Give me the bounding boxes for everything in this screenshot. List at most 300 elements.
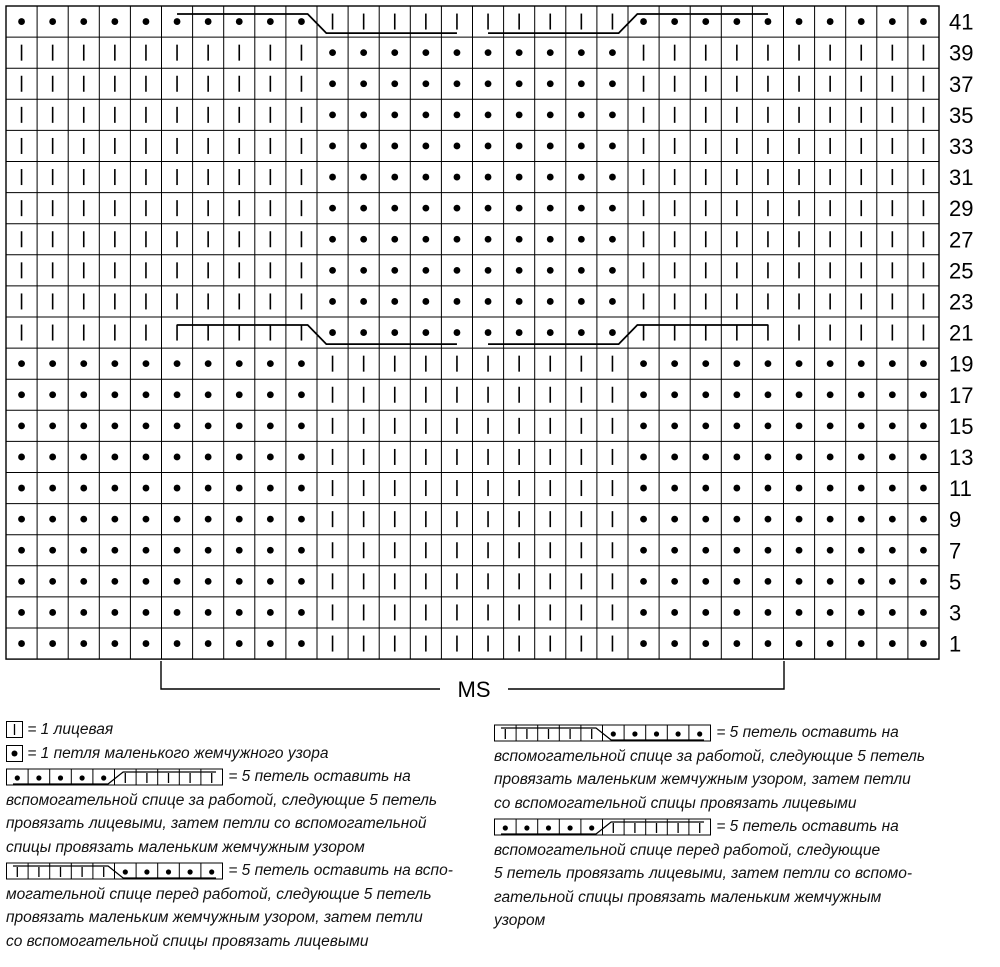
pearl-stitch [640,391,647,398]
pearl-stitch [422,236,429,243]
pearl-stitch [733,391,740,398]
pearl-stitch [267,422,274,429]
pearl-stitch [360,205,367,212]
pearl-stitch [18,391,25,398]
pearl-stitch [111,422,118,429]
row-label: 35 [949,102,974,128]
cable-knit-pearl-icon [494,724,712,742]
pearl-stitch [18,18,25,25]
pearl-stitch [640,422,647,429]
pearl-stitch [733,578,740,585]
pearl-stitch [516,267,523,274]
row-label: 9 [949,507,962,533]
pearl-stitch [609,49,616,56]
cable-pearl-knit-icon [6,768,224,786]
pearl-stitch [920,391,927,398]
pearl-stitch [80,547,87,554]
pearl-stitch [174,516,181,523]
pearl-stitch [49,360,56,367]
pearl-stitch [858,18,865,25]
pearl-stitch [391,236,398,243]
pearl-stitch [547,49,554,56]
pearl-stitch [827,609,834,616]
pearl-stitch [391,111,398,118]
pearl-stitch [18,609,25,616]
pearl-stitch [640,454,647,461]
pearl-stitch [49,640,56,647]
pearl-stitch [298,609,305,616]
pearl-stitch [360,49,367,56]
pearl-stitch [80,578,87,585]
pearl-stitch [796,360,803,367]
pearl-stitch [49,422,56,429]
pearl-stitch [143,454,150,461]
row-label: 39 [949,40,974,66]
pearl-stitch [578,236,585,243]
pearl-stitch [485,49,492,56]
pearl-stitch [485,143,492,150]
pearl-stitch [391,267,398,274]
pearl-stitch [547,80,554,87]
pearl-stitch [578,143,585,150]
pearl-stitch [796,609,803,616]
pearl-stitch [609,205,616,212]
pearl-stitch [143,640,150,647]
pearl-stitch [454,49,461,56]
pearl-stitch [889,516,896,523]
pearl-stitch [236,360,243,367]
pearl-stitch [267,640,274,647]
pearl-stitch [360,80,367,87]
pearl-stitch [454,267,461,274]
pearl-stitch [640,609,647,616]
chart-cells [6,6,939,659]
pearl-stitch [80,609,87,616]
pearl-stitch [205,516,212,523]
pearl-stitch [516,80,523,87]
pearl-stitch [18,578,25,585]
pearl-stitch [143,391,150,398]
pearl-stitch [49,485,56,492]
pearl-stitch [205,485,212,492]
pearl-stitch [236,640,243,647]
pearl-stitch [889,578,896,585]
pearl-stitch [702,485,709,492]
pearl-stitch [827,516,834,523]
pearl-stitch [236,609,243,616]
pearl-stitch [360,298,367,305]
pearl-stitch [267,454,274,461]
pearl-stitch [920,485,927,492]
pearl-stitch [827,360,834,367]
legend-cable-back-pearl-knit: = 5 петель оставить на вспомогательной спице за работой, следующие 5 петель провязать лицевыми, затем петли со вспомогательной спицы провязать маленьким жемчужным узором [6,768,438,856]
pearl-stitch [671,18,678,25]
pearl-stitch [18,360,25,367]
pearl-stitch [422,174,429,181]
pearl-stitch [298,485,305,492]
pearl-stitch [609,298,616,305]
pearl-stitch [702,578,709,585]
pearl-stitch [733,18,740,25]
pearl-stitch [702,422,709,429]
row-label: 1 [949,631,962,657]
pearl-stitch [80,485,87,492]
pearl-stitch [765,391,772,398]
pearl-stitch [796,454,803,461]
pearl-stitch [765,485,772,492]
pearl-stitch [80,18,87,25]
pearl-stitch [111,578,118,585]
pearl-stitch [578,111,585,118]
pearl-stitch [298,640,305,647]
legend-pearl: = 1 петля маленького жемчужного узора [6,742,476,766]
pearl-stitch [796,391,803,398]
pearl-stitch [454,236,461,243]
pearl-stitch [329,49,336,56]
pearl-stitch [827,485,834,492]
pearl-stitch [485,329,492,336]
pearl-stitch [174,578,181,585]
pearl-stitch [547,298,554,305]
pearl-stitch [174,391,181,398]
pearl-stitch [733,422,740,429]
pearl-stitch [733,485,740,492]
pearl-stitch [827,578,834,585]
pearl-stitch [733,516,740,523]
pearl-stitch [329,111,336,118]
pearl-stitch [671,360,678,367]
pearl-stitch [609,267,616,274]
pearl-stitch [733,360,740,367]
pearl-stitch [454,298,461,305]
pearl-stitch [49,18,56,25]
row-labels [949,10,973,657]
row-label: 37 [949,71,974,97]
pearl-stitch [236,18,243,25]
pearl-stitch [174,640,181,647]
pearl-stitch [329,267,336,274]
pearl-stitch [702,391,709,398]
pearl-stitch [485,298,492,305]
pearl-stitch [702,516,709,523]
pearl-stitch [49,578,56,585]
pearl-stitch [889,360,896,367]
pearl-stitch [143,578,150,585]
pearl-stitch [765,609,772,616]
pearl-stitch [80,360,87,367]
pearl-stitch [796,640,803,647]
cable-knit-pearl-icon [6,862,224,880]
pearl-stitch [547,174,554,181]
pearl-stitch [391,49,398,56]
pearl-stitch [516,298,523,305]
pearl-stitch [360,267,367,274]
pearl-stitch [174,422,181,429]
pearl-stitch [422,111,429,118]
pearl-stitch [391,329,398,336]
pearl-stitch [422,267,429,274]
legend-right [494,721,994,933]
pearl-stitch [827,18,834,25]
row-label: 15 [949,413,974,439]
pearl-stitch [578,205,585,212]
pearl-stitch [298,360,305,367]
pearl-stitch [174,454,181,461]
pearl-stitch [733,547,740,554]
row-label: 29 [949,196,974,222]
pearl-stitch [516,143,523,150]
pearl-stitch [391,80,398,87]
pearl-stitch [454,111,461,118]
pearl-stitch [796,578,803,585]
pearl-stitch [702,454,709,461]
pearl-stitch [858,547,865,554]
pearl-stitch [858,516,865,523]
pearl-stitch [920,547,927,554]
pearl-stitch [422,298,429,305]
pearl-stitch [920,578,927,585]
pearl-stitch [547,329,554,336]
pearl-stitch [298,454,305,461]
pearl-stitch [547,111,554,118]
pearl-stitch [49,391,56,398]
pearl-stitch [111,18,118,25]
legend-cable-back-knit-pearl: = 5 петель оставить на вспомогательной спице за работой, следующие 5 петель провязать маленьким жемчужным узором, затем петли со вспомогательной спицы провязать лицевыми [494,724,926,812]
row-label: 25 [949,258,974,284]
pearl-stitch [702,547,709,554]
pearl-stitch [640,516,647,523]
pearl-stitch [796,547,803,554]
pearl-stitch [827,640,834,647]
pearl-stitch [920,609,927,616]
pearl-stitch [920,454,927,461]
row-label: 7 [949,538,962,564]
pearl-stitch [889,18,896,25]
pearl-stitch [765,360,772,367]
pearl-stitch [827,547,834,554]
pearl-stitch [454,143,461,150]
pearl-stitch [796,485,803,492]
row-label: 33 [949,133,974,159]
pearl-stitch [889,485,896,492]
pearl-stitch [143,547,150,554]
pearl-stitch [827,391,834,398]
pearl-stitch [267,516,274,523]
pearl-stitch [49,609,56,616]
pearl-stitch [858,391,865,398]
row-label: 5 [949,569,962,595]
pearl-stitch [920,516,927,523]
pearl-stitch [360,111,367,118]
row-label: 13 [949,444,974,470]
pearl-stitch [360,143,367,150]
pearl-stitch [889,609,896,616]
pearl-stitch [796,18,803,25]
row-label: 19 [949,351,974,377]
pearl-stitch [174,18,181,25]
pearl-stitch [236,422,243,429]
pearl-stitch [920,360,927,367]
pearl-stitch [516,174,523,181]
legend-left [6,718,476,953]
knit-symbol-icon [6,721,23,738]
pearl-stitch [827,422,834,429]
pearl-stitch [267,18,274,25]
pearl-stitch [267,360,274,367]
pearl-stitch [765,640,772,647]
pearl-stitch [765,422,772,429]
pearl-stitch [422,80,429,87]
pearl-stitch [205,609,212,616]
pearl-stitch [765,516,772,523]
pearl-stitch [236,454,243,461]
pearl-stitch [485,111,492,118]
pearl-stitch [765,547,772,554]
pearl-stitch [733,454,740,461]
pearl-stitch [765,454,772,461]
pearl-stitch [205,360,212,367]
pearl-stitch [111,391,118,398]
pearl-stitch [547,267,554,274]
pearl-stitch [360,329,367,336]
pearl-stitch [485,205,492,212]
pearl-stitch [111,609,118,616]
pearl-stitch [889,640,896,647]
pearl-stitch [640,547,647,554]
pearl-stitch [578,267,585,274]
pearl-stitch [858,454,865,461]
pearl-stitch [578,298,585,305]
pearl-stitch [205,640,212,647]
pearl-stitch [422,49,429,56]
pearl-stitch [298,422,305,429]
legend-cable-front-knit-pearl: = 5 петель оставить на вспо- могательной спице перед работой, следующие 5 петель провязать маленьким жемчужным узором, затем петли со вспомогательной спицы провязать лицевыми [6,862,453,950]
pearl-stitch [391,205,398,212]
pearl-stitch [236,485,243,492]
pearl-stitch [49,547,56,554]
pearl-stitch [733,640,740,647]
pearl-stitch [454,80,461,87]
pearl-stitch [267,391,274,398]
pearl-stitch [765,18,772,25]
pearl-stitch [671,485,678,492]
pearl-stitch [671,391,678,398]
pearl-stitch [111,360,118,367]
pearl-stitch [516,236,523,243]
pearl-stitch [267,485,274,492]
pearl-symbol-icon [6,745,23,762]
pearl-stitch [80,640,87,647]
pearl-stitch [454,329,461,336]
pearl-stitch [640,360,647,367]
pearl-stitch [174,485,181,492]
pearl-stitch [796,422,803,429]
pearl-stitch [236,516,243,523]
pearl-stitch [267,578,274,585]
pearl-stitch [236,391,243,398]
repeat-marker [161,661,784,700]
pearl-stitch [578,49,585,56]
pearl-stitch [49,516,56,523]
pearl-stitch [174,547,181,554]
pearl-stitch [702,360,709,367]
row-label: 21 [949,320,974,346]
pearl-stitch [111,485,118,492]
row-label: 23 [949,289,974,315]
pearl-stitch [547,205,554,212]
pearl-stitch [18,547,25,554]
pearl-stitch [827,454,834,461]
row-label: 11 [949,476,972,502]
pearl-stitch [671,640,678,647]
pearl-stitch [298,391,305,398]
pearl-stitch [671,454,678,461]
pearl-stitch [702,640,709,647]
pearl-stitch [422,205,429,212]
pearl-stitch [236,578,243,585]
pearl-stitch [671,609,678,616]
pearl-stitch [391,143,398,150]
pearl-stitch [609,329,616,336]
pearl-stitch [329,174,336,181]
pearl-stitch [49,454,56,461]
pearl-stitch [174,609,181,616]
pearl-stitch [391,174,398,181]
pearl-stitch [267,609,274,616]
pearl-stitch [267,547,274,554]
cable-pearl-knit-icon [494,818,712,836]
pearl-stitch [485,80,492,87]
legend-knit: = 1 лицевая [6,718,476,742]
pearl-stitch [889,422,896,429]
pearl-stitch [889,454,896,461]
pearl-stitch [174,360,181,367]
pearl-stitch [516,111,523,118]
pearl-stitch [485,174,492,181]
pearl-stitch [111,454,118,461]
pearl-stitch [329,329,336,336]
pearl-stitch [454,174,461,181]
pearl-stitch [18,422,25,429]
pearl-stitch [18,454,25,461]
pearl-stitch [858,422,865,429]
pearl-stitch [111,547,118,554]
pearl-stitch [205,547,212,554]
pearl-stitch [609,80,616,87]
pearl-stitch [329,143,336,150]
pearl-stitch [516,329,523,336]
pearl-stitch [454,205,461,212]
pearl-stitch [329,298,336,305]
pearl-stitch [920,422,927,429]
pearl-stitch [360,174,367,181]
pearl-stitch [422,329,429,336]
pearl-stitch [796,516,803,523]
pearl-stitch [360,236,367,243]
repeat-label: MS [457,677,491,700]
pearl-stitch [80,422,87,429]
row-label: 41 [949,9,974,35]
row-label: 3 [949,600,962,626]
pearl-stitch [80,454,87,461]
pearl-stitch [18,485,25,492]
pearl-stitch [205,422,212,429]
pearl-stitch [205,391,212,398]
row-label: 31 [949,165,974,191]
legend-cable-front-pearl-knit: = 5 петель оставить на вспомогательной спице перед работой, следующие 5 петель провязать лицевыми, затем петли со вспомо- гательной спицы провязать маленьким жемчужным узором [494,818,913,929]
pearl-stitch [547,236,554,243]
pearl-stitch [671,516,678,523]
